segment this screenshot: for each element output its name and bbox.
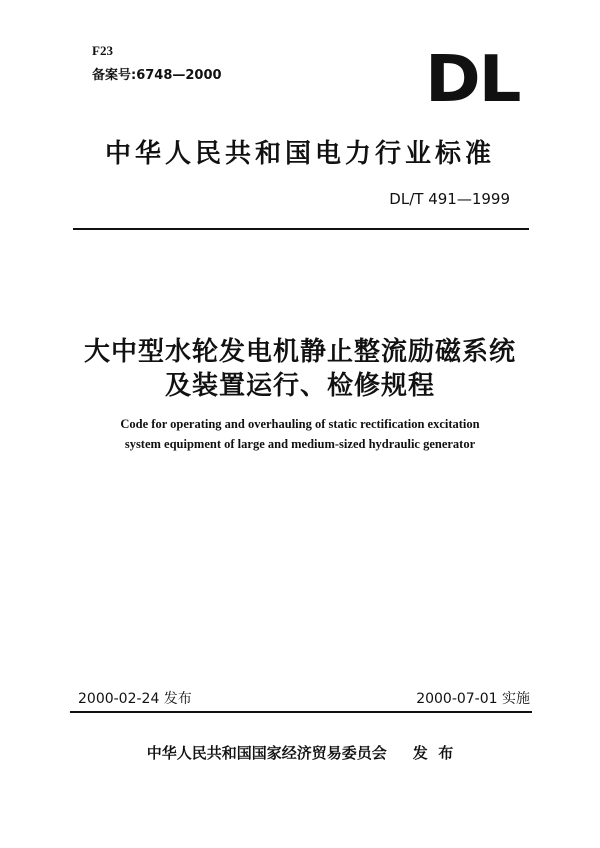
english-title-line-1: Code for operating and overhauling of static rectification excitation [120, 417, 480, 431]
classification-code: F23 [92, 43, 113, 58]
issuer-line [0, 742, 600, 763]
issuer-action: 发 布 [412, 744, 454, 762]
dl-logo: DL [425, 43, 520, 117]
top-divider [73, 228, 529, 230]
chinese-title [0, 335, 600, 403]
bottom-divider [70, 711, 532, 713]
english-title-line-2: system equipment of large and medium-sized hydraulic generator [124, 437, 476, 451]
standard-number: DL/T 491—1999 [389, 190, 510, 208]
chinese-title-line-1: 大中型水轮发电机静止整流励磁系统 [83, 337, 516, 367]
english-title [0, 414, 600, 454]
standard-category-title: 中华人民共和国电力行业标准 [104, 139, 495, 169]
filing-number: 备案号:6748—2000 [92, 68, 222, 83]
effective-date: 2000-07-01 实施 [416, 691, 530, 707]
issuer-organization: 中华人民共和国国家经济贸易委员会 [146, 744, 387, 762]
chinese-title-line-2: 及装置运行、检修规程 [164, 371, 435, 401]
issue-date: 2000-02-24 发布 [78, 691, 192, 707]
